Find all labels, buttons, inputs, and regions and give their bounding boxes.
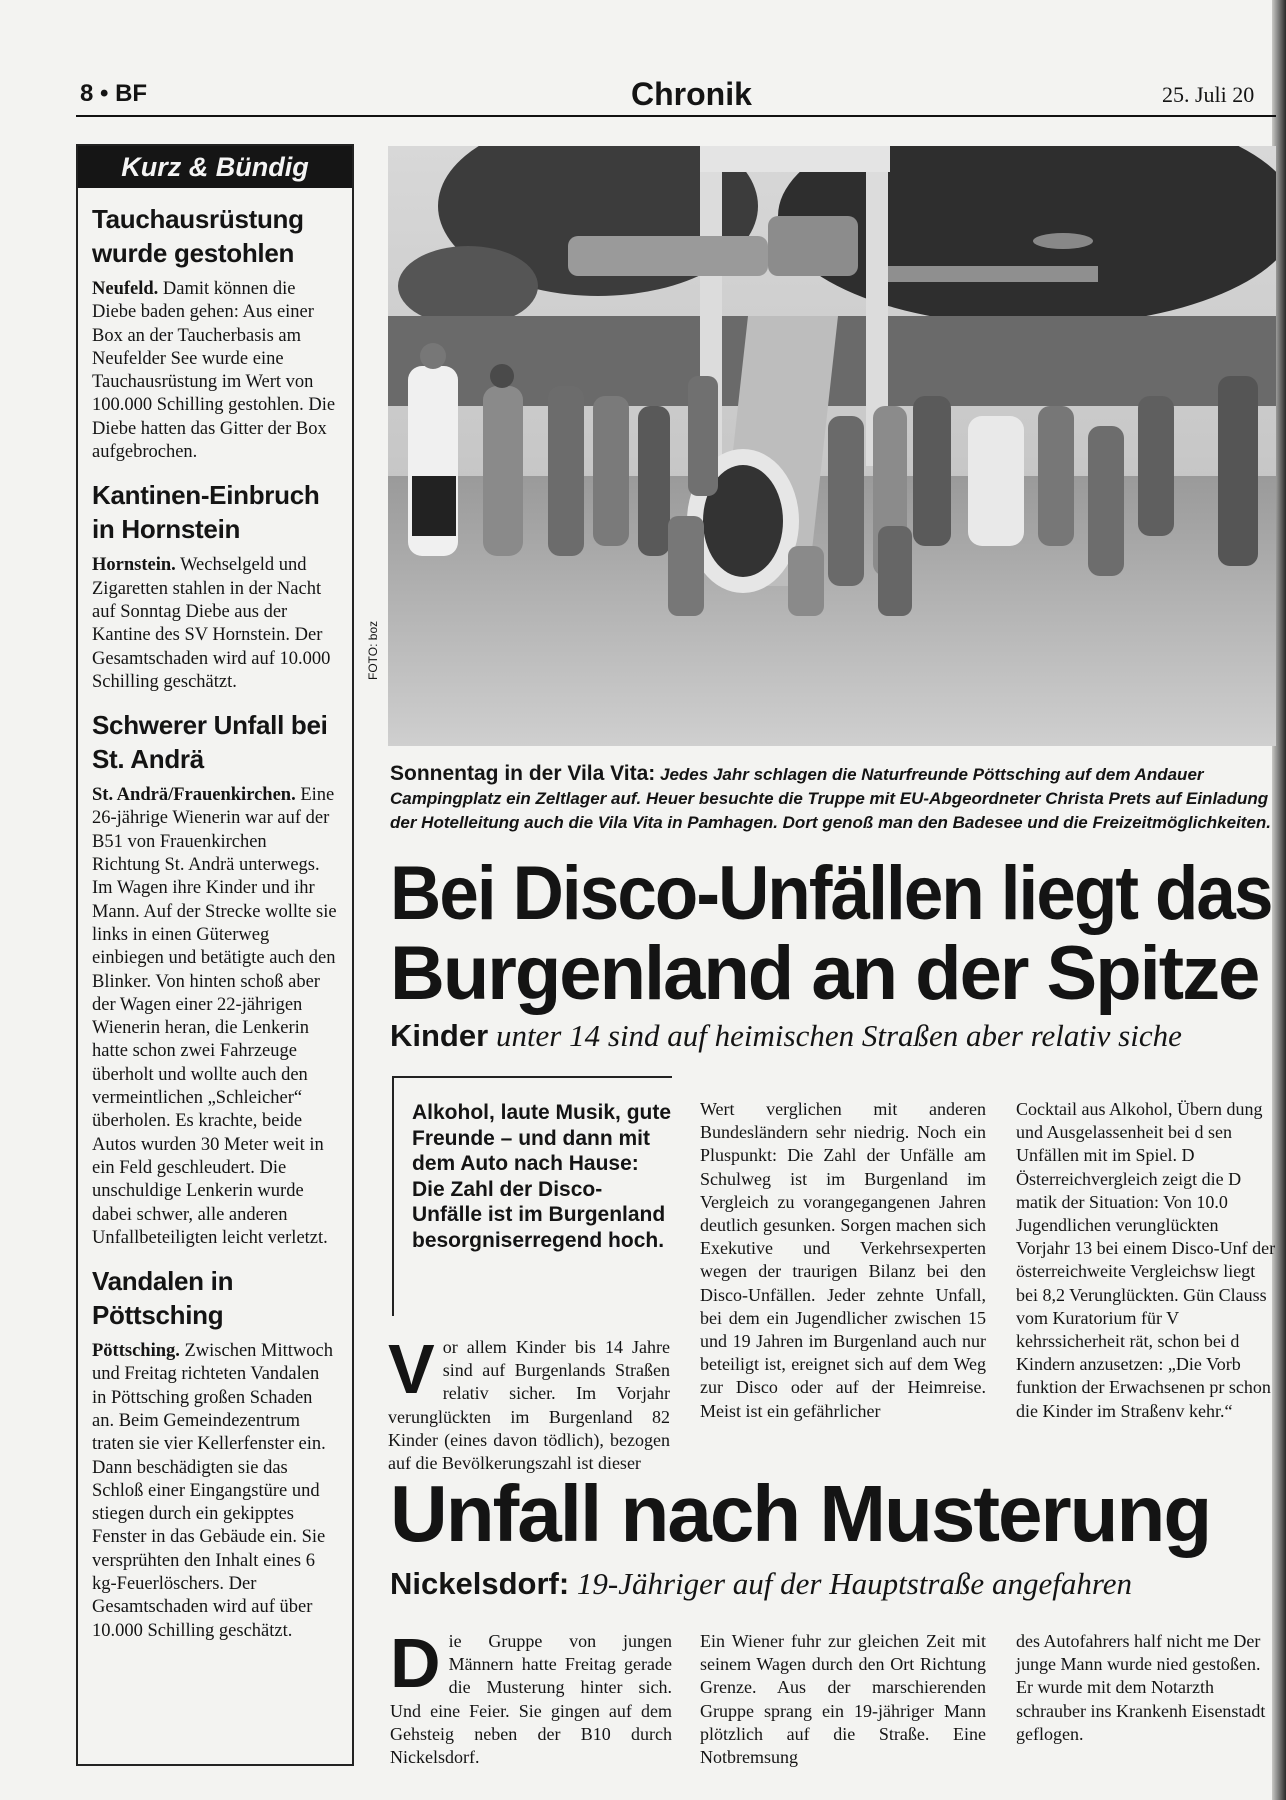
article-text: Wert verglichen mit anderen Bundesländern sehr niedrig. Noch ein Pluspunkt: Die Zahl der Unfälle am Schulweg ist im Burgenland im Vergleich zu vorangegangenen Jahren deutlich gesunken. Sorgen machen sich Exekutive und Verkehrsexperten wegen der traurigen Bilanz bei den Disco-Unfällen. Jeder zehnte Unfall, bei dem ein Jugendlicher zwischen 15 und 19 Jahren im Burgenland auch nur beteiligt ist, ereignet sich auf dem Weg zur Disco oder auf der Heimreise. Meist ist ein gefährlicher — [700, 1099, 986, 1421]
headline-disco-line2: Burgenland an der Spitze — [390, 931, 1259, 1016]
photo-credit: FOTO: boz — [366, 620, 380, 680]
sidebar-item-body — [92, 1340, 338, 1643]
pool-group-photo — [388, 146, 1276, 746]
article-column — [1016, 1630, 1276, 1746]
article-text: Ein Wiener fuhr zur gleichen Zeit mit seinem Wagen durch den Ort Richtung Grenze. Aus der marschierenden Gruppe sprang ein 19-jähriger Mann plötzlich auf die Straße. Eine Notbremsung — [700, 1631, 986, 1768]
sidebar-item-dateline: St. Andrä/Frauenkirchen. — [92, 785, 296, 806]
article-text: Cocktail aus Alkohol, Übern dung und Ausgelassenheit bei d sen Unfällen mit im Spiel. D Österreichvergleich zeigt die D matik der Situation: Von 10.0 Jugendlichen verunglückten Vorjahr 13 bei einem Disco-Unf der österreichweite Vergleichsw liegt bei 8,2 Verunglückten. Gün Clauss vom Kuratorium für V kehrssicherheit rät, schon bei d Kindern anzusetzen: „Die Vorb funktion der Erwachsenen pr schon die Kinder im Straßenv kehr.“ — [1016, 1099, 1276, 1421]
article-column — [700, 1098, 986, 1423]
subheadline-disco — [390, 1018, 1182, 1054]
article-column — [1016, 1098, 1276, 1423]
subheadline-keyword: Kinder — [390, 1018, 489, 1053]
article-column — [390, 1624, 672, 1769]
caption-lead: Sonnentag in der Vila Vita: — [390, 762, 656, 785]
article-text: ie Gruppe von jungen Männern hatte Freitag gerade die Musterung hinter sich. Und eine Feier. Sie gingen auf dem Gehsteig neben der B10 durch Nickelsdorf. — [390, 1631, 672, 1768]
sidebar-item-headline: Tauchausrüstung wurde gestohlen — [92, 204, 304, 268]
header-rule — [76, 115, 1276, 117]
section-title: Chronik — [631, 76, 752, 112]
sidebar-item-body — [92, 278, 338, 464]
sidebar-item-headline: Vandalen in Pöttsching — [92, 1266, 234, 1331]
headline-musterung: Unfall nach Musterung — [390, 1469, 1211, 1558]
article-text: or allem Kinder bis 14 Jahre sind auf Burgenlands Straßen relativ sicher. Im Vorjahr verunglückten im Burgenland 82 Kinder (eines davon tödlich), bezogen auf die Bevölkerungszahl ist dieser — [388, 1337, 670, 1474]
sidebar-item-dateline: Pöttsching. — [92, 1341, 180, 1362]
drop-cap: D — [390, 1624, 441, 1702]
drop-cap: V — [388, 1330, 435, 1408]
news-photo — [388, 146, 1276, 746]
subheadline-text: unter 14 sind auf heimischen Straßen aber relativ siche — [495, 1018, 1182, 1053]
pull-quote — [392, 1076, 672, 1316]
sidebar-item-text: Eine 26-jährige Wienerin war auf der B51 von Frauenkirchen Richtung St. Andrä unterwegs. Im Wagen ihre Kinder und ihr Mann. Auf der Strecke wollte sie links in einen Güterweg einbiegen und betätigte auch den Blinker. Von hinten schoß aber der Wagen einer 22-jährigen Wienerin heran, die Lenkerin hatte schon zwei Fahrzeuge überholt und wollte auch den vermeintlichen „Schleicher“ überholen. Es krachte, beide Autos wurden 30 Meter weit in ein Feld geschleudert. Die unschuldige Lenkerin wurde dabei schwer, alle anderen Unfallbeteiligten leicht verletzt. — [92, 785, 337, 1248]
sidebar-item — [78, 1264, 352, 1643]
subheadline-text: 19-Jähriger auf der Hauptstraße angefahren — [576, 1566, 1132, 1601]
page-header — [76, 76, 1276, 116]
headline-disco-line1: Bei Disco-Unfällen liegt das — [390, 851, 1272, 936]
sidebar-item-text: Damit können die Diebe baden gehen: Aus einer Box an der Taucherbasis am Neufelder See wurde eine Tauchausrüstung im Wert von 100.000 Schilling gestohlen. Die Diebe hatten das Gitter der Box aufgebrochen. — [92, 279, 336, 463]
sidebar-item — [78, 478, 352, 694]
subheadline-keyword: Nickelsdorf: — [390, 1566, 570, 1601]
sidebar-item-dateline: Neufeld. — [92, 279, 159, 299]
page-number: 8 • BF — [80, 80, 148, 107]
sidebar-item-body — [92, 554, 338, 694]
sidebar-item-dateline: Hornstein. — [92, 555, 176, 576]
sidebar-item-body — [92, 784, 338, 1250]
subheadline-musterung — [390, 1566, 1132, 1602]
sidebar-item-text: Zwischen Mittwoch und Freitag richteten Vandalen in Pöttsching großen Schaden an. Beim Gemeindezentrum traten sie vier Kellerfenster ein. Dann beschädigten sie das Schloß einer Eingangstüre und stiegen durch ein gekipptes Fenster in das Gebäude ein. Sie versprühten den Inhalt eines 6 kg-Feuerlöschers. Der Gesamtschaden wird auf über 10.000 Schilling geschätzt. — [92, 1341, 333, 1641]
photo-caption — [390, 762, 1275, 835]
article-text: des Autofahrers half nicht me Der junge Mann wurde nied gestoßen. Er wurde mit dem Notarzth schrauber ins Krankenh Eisenstadt geflogen. — [1016, 1631, 1266, 1744]
issue-date: 25. Juli 20 — [1162, 82, 1255, 107]
sidebar-kurz-buendig — [76, 144, 354, 1766]
sidebar-item-headline: Schwerer Unfall bei St. Andrä — [92, 710, 328, 775]
pull-quote-text: Alkohol, laute Musik, gute Freunde – und dann mit dem Auto nach Hause: Die Zahl der Disco-Unfälle ist im Burgenland besorgniserregend hoch. — [412, 1101, 672, 1252]
sidebar-item — [78, 202, 352, 464]
article-column — [388, 1330, 670, 1475]
sidebar-title: Kurz & Bündig — [78, 146, 352, 188]
sidebar-item — [78, 708, 352, 1250]
article-column — [700, 1630, 986, 1769]
sidebar-item-headline: Kantinen-Einbruch in Hornstein — [92, 480, 320, 545]
sidebar-item-text: Wechselgeld und Zigaretten stahlen in der Nacht auf Sonntag Diebe aus der Kantine des SV Hornstein. Der Gesamtschaden wird auf 10.000 Schilling geschätzt. — [92, 555, 331, 692]
caption-text: Jedes Jahr schlagen die Naturfreunde Pöttsching auf dem Andauer Campingplatz ein Zeltlager auf. Heuer besuchte die Truppe mit EU-Abgeordneter Christa Prets auf Einladung der Hotelleitung auch die Vila Vita in Pamhagen. Dort genoß man den Badesee und die Freizeitmöglichkeiten. — [390, 765, 1272, 832]
